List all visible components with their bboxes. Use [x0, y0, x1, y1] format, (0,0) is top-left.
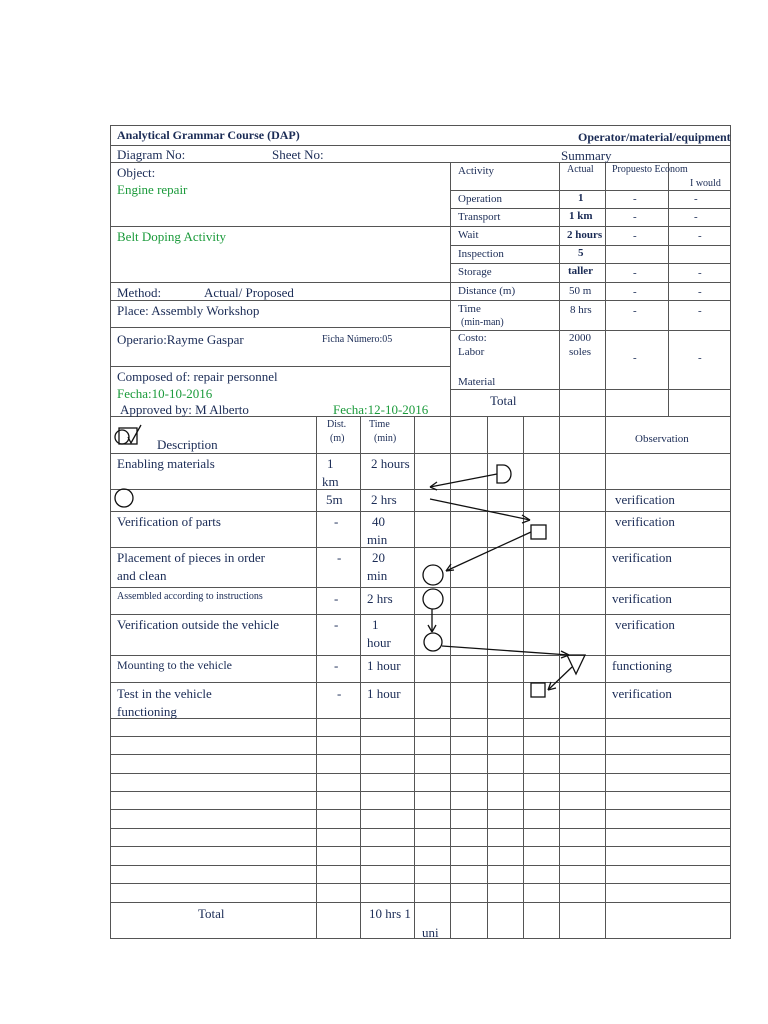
summary-col-proposed: Propuesto Econom	[612, 164, 688, 175]
summary-econom: -	[698, 230, 702, 242]
row-description-line2: and clean	[117, 568, 167, 583]
row-description: Verification of parts	[117, 514, 221, 529]
summary-actual: 50 m	[569, 285, 592, 297]
course-title: Analytical Grammar Course (DAP)	[117, 128, 300, 142]
row-distance: -	[337, 550, 342, 565]
object-label: Object:	[117, 165, 156, 180]
summary-proposed: -	[633, 193, 637, 205]
summary-activity: Inspection	[458, 248, 504, 260]
operator-label: Operario:Rayme Gaspar	[117, 332, 244, 347]
labor-unit: soles	[569, 346, 591, 358]
activity-value: Belt Doping Activity	[117, 229, 227, 244]
row-description: Assembled according to instructions	[117, 591, 263, 602]
summary-col-would: I would	[690, 178, 721, 189]
row-observation: verification	[612, 686, 672, 701]
summary-activity: Distance (m)	[458, 285, 516, 297]
labor-label: Labor	[458, 346, 485, 358]
summary-actual: 1 km	[569, 210, 593, 222]
summary-econom: -	[698, 286, 702, 298]
labor-econom: -	[698, 352, 702, 364]
row-distance: -	[334, 591, 339, 606]
row-time-unit: min	[367, 568, 388, 583]
summary-proposed: -	[633, 286, 637, 298]
row-observation: verification	[615, 514, 675, 529]
row-distance: -	[334, 617, 339, 632]
operation-circle-icon	[424, 633, 442, 651]
row-observation: verification	[612, 550, 672, 565]
table-total-unit: uni	[422, 925, 439, 940]
composed-label: Composed of: repair personnel	[117, 369, 278, 384]
summary-econom: -	[698, 267, 702, 279]
row-distance: -	[337, 686, 342, 701]
row-time: 2 hrs	[367, 591, 393, 606]
summary-actual: 1	[578, 192, 584, 204]
row-description: Verification outside the vehicle	[117, 617, 280, 632]
row-description-line2: functioning	[117, 704, 177, 719]
row-observation: verification	[615, 492, 675, 507]
row-observation: functioning	[612, 658, 672, 673]
col-time-unit: (min)	[374, 433, 397, 444]
summary-col-activity: Activity	[458, 165, 495, 177]
object-value: Engine repair	[117, 182, 188, 197]
row-time: 20	[372, 550, 385, 565]
composed-date: Fecha:10-10-2016	[117, 386, 213, 401]
table-total-label: Total	[198, 906, 225, 921]
summary-actual: 8 hrs	[570, 304, 592, 316]
inspection-square-icon	[531, 683, 545, 697]
storage-triangle-icon	[567, 655, 585, 674]
diagram-no-label: Diagram No:	[117, 147, 186, 162]
summary-proposed: -	[633, 230, 637, 242]
method-value: Actual/ Proposed	[204, 285, 294, 300]
row-time: 2 hours	[371, 456, 410, 471]
delay-symbol-icon	[497, 465, 511, 483]
summary-econom: -	[694, 193, 698, 205]
flow-arrow	[442, 646, 569, 655]
row-distance: 1	[327, 456, 334, 471]
row-description: Enabling materials	[117, 456, 215, 471]
summary-econom: -	[694, 211, 698, 223]
row-distance-unit: km	[322, 474, 339, 489]
row-time: 2 hrs	[371, 492, 397, 507]
place-label: Place: Assembly Workshop	[117, 303, 260, 318]
summary-actual: 5	[578, 247, 584, 259]
summary-proposed: -	[633, 211, 637, 223]
row-description: Mounting to the vehicle	[117, 658, 232, 672]
summary-activity: Storage	[458, 266, 492, 278]
row-distance: -	[334, 514, 339, 529]
chart-type-label: Operator/material/equipment	[578, 130, 731, 144]
approved-label: Approved by: M Alberto	[120, 402, 249, 417]
col-description: Description	[157, 437, 218, 452]
row-time-unit: hour	[367, 635, 391, 650]
summary-activity: Operation	[458, 193, 502, 205]
flow-arrow	[446, 532, 531, 571]
summary-activity: Wait	[458, 229, 479, 241]
flow-arrow	[430, 474, 497, 487]
col-observation: Observation	[635, 433, 689, 445]
summary-total-label: Total	[490, 393, 517, 408]
col-dist: Dist.	[327, 419, 347, 430]
operation-circle-icon	[423, 565, 443, 585]
sheet-number-label: Ficha Número:05	[322, 334, 393, 345]
summary-col-actual: Actual	[567, 164, 594, 175]
row-description: Placement of pieces in order	[117, 550, 265, 565]
summary-title: Summary	[561, 148, 612, 163]
summary-proposed: -	[633, 305, 637, 317]
method-label: Method:	[117, 285, 162, 300]
summary-activity-unit: (min-man)	[461, 317, 504, 328]
sheet-no-label: Sheet No:	[272, 147, 324, 162]
summary-activity: Time	[458, 303, 481, 315]
row-distance: -	[334, 658, 339, 673]
row-time: 40	[372, 514, 385, 529]
operation-circle-icon	[423, 589, 443, 609]
flow-arrow	[430, 499, 530, 520]
inspection-square-icon	[531, 525, 546, 539]
summary-econom: -	[698, 305, 702, 317]
row-time: 1 hour	[367, 658, 401, 673]
table-total-time: 10 hrs 1	[369, 906, 411, 921]
material-label: Material	[458, 376, 496, 388]
summary-activity: Transport	[458, 211, 501, 223]
labor-proposed: -	[633, 352, 637, 364]
row-distance: 5m	[326, 492, 343, 507]
operation-circle-icon	[115, 489, 133, 507]
approved-date: Fecha:12-10-2016	[333, 402, 429, 417]
row-observation: verification	[612, 591, 672, 606]
row-time: 1 hour	[367, 686, 401, 701]
summary-actual: 2 hours	[567, 229, 603, 241]
row-observation: verification	[615, 617, 675, 632]
summary-actual: taller	[568, 265, 594, 277]
col-time: Time	[369, 419, 390, 430]
cost-label: Costo:	[458, 332, 487, 344]
col-dist-unit: (m)	[330, 433, 345, 444]
summary-proposed: -	[633, 267, 637, 279]
row-time-unit: min	[367, 532, 388, 547]
row-description: Test in the vehicle	[117, 686, 212, 701]
operation-symbol-icon	[115, 430, 129, 444]
row-time: 1	[372, 617, 379, 632]
labor-value: 2000	[569, 332, 591, 344]
